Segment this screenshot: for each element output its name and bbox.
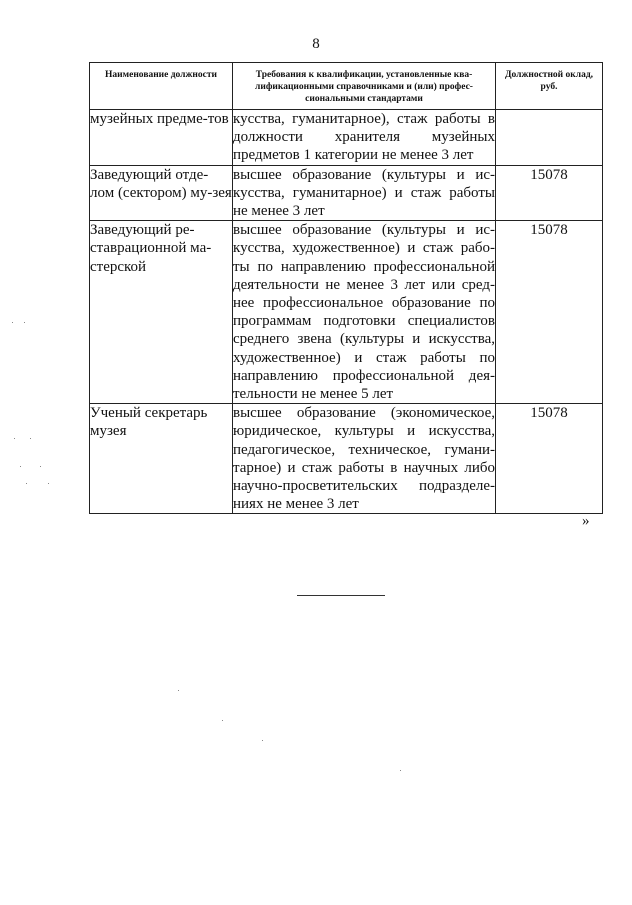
- requirements-cell: [233, 110, 496, 166]
- scan-speck: [14, 438, 15, 439]
- requirements-text: высшее образование (культуры и ис-кусства, гуманитарное) и стаж работы не менее 3 лет: [233, 166, 495, 220]
- scan-speck: [26, 483, 27, 484]
- salary-cell: [496, 221, 603, 404]
- requirements-text: высшее образование (экономическое, юридическое, культуры и искусства, педагогическое, техническое, гумани-тарное) и стаж работы в научных либо научно-просветительских подразделе-ниях не менее 3 лет: [233, 405, 495, 513]
- position-name: Заведующий ре-ставрационной ма-стерской: [90, 222, 212, 275]
- positions-table: [89, 62, 603, 514]
- position-name-cell: [90, 110, 233, 166]
- table-row: [90, 165, 603, 221]
- position-name: Заведующий отде-лом (сектором) му-зея: [90, 166, 232, 201]
- salary-cell: [496, 110, 603, 166]
- scan-speck: [48, 483, 49, 484]
- salary-value: 15078: [530, 222, 568, 239]
- salary-value: 15078: [530, 166, 568, 183]
- header-position-name: Наименование должности: [90, 63, 233, 110]
- header-salary: Должностной оклад, руб.: [496, 63, 603, 110]
- scan-speck: [400, 770, 401, 771]
- table-header-row: [90, 63, 603, 110]
- position-name-cell: [90, 404, 233, 514]
- scan-speck: [30, 438, 31, 439]
- table-row: [90, 110, 603, 166]
- position-name: Ученый секретарь музея: [90, 405, 208, 440]
- requirements-text: кусства, гуманитарное), стаж работы в должности хранителя музейных предметов 1 категории не менее 3 лет: [233, 111, 495, 164]
- requirements-cell: [233, 221, 496, 404]
- scan-speck: [178, 690, 179, 691]
- salary-cell: [496, 404, 603, 514]
- scan-speck: [222, 720, 223, 721]
- header-requirements: Требования к квалификации, установленные ква-лификационными справочниками и (или) профес-сиональными стандартами: [233, 63, 496, 110]
- page-number: 8: [312, 36, 320, 52]
- requirements-cell: [233, 404, 496, 514]
- scan-speck: [262, 740, 263, 741]
- scan-speck: [24, 322, 25, 323]
- requirements-text: высшее образование (культуры и ис-кусства, художественное) и стаж рабо-ты по направлению профессиональной деятельности не менее 3 лет или сред-нее профессиональное образование по программам подготовки специалистов среднего звена (культуры и искусства, художественное) и стаж работы по направлению профессиональной дея-тельности не менее 5 лет: [233, 222, 495, 403]
- end-of-text-rule: [297, 595, 385, 596]
- scan-speck: [12, 322, 13, 323]
- scan-speck: [40, 466, 41, 467]
- position-name-cell: [90, 221, 233, 404]
- requirements-cell: [233, 165, 496, 221]
- position-name: музейных предме-тов: [90, 111, 229, 127]
- scan-speck: [20, 466, 21, 467]
- table-row: [90, 404, 603, 514]
- position-name-cell: [90, 165, 233, 221]
- salary-cell: [496, 165, 603, 221]
- closing-quote-mark: »: [582, 513, 590, 529]
- salary-value: 15078: [530, 405, 568, 422]
- table-row: [90, 221, 603, 404]
